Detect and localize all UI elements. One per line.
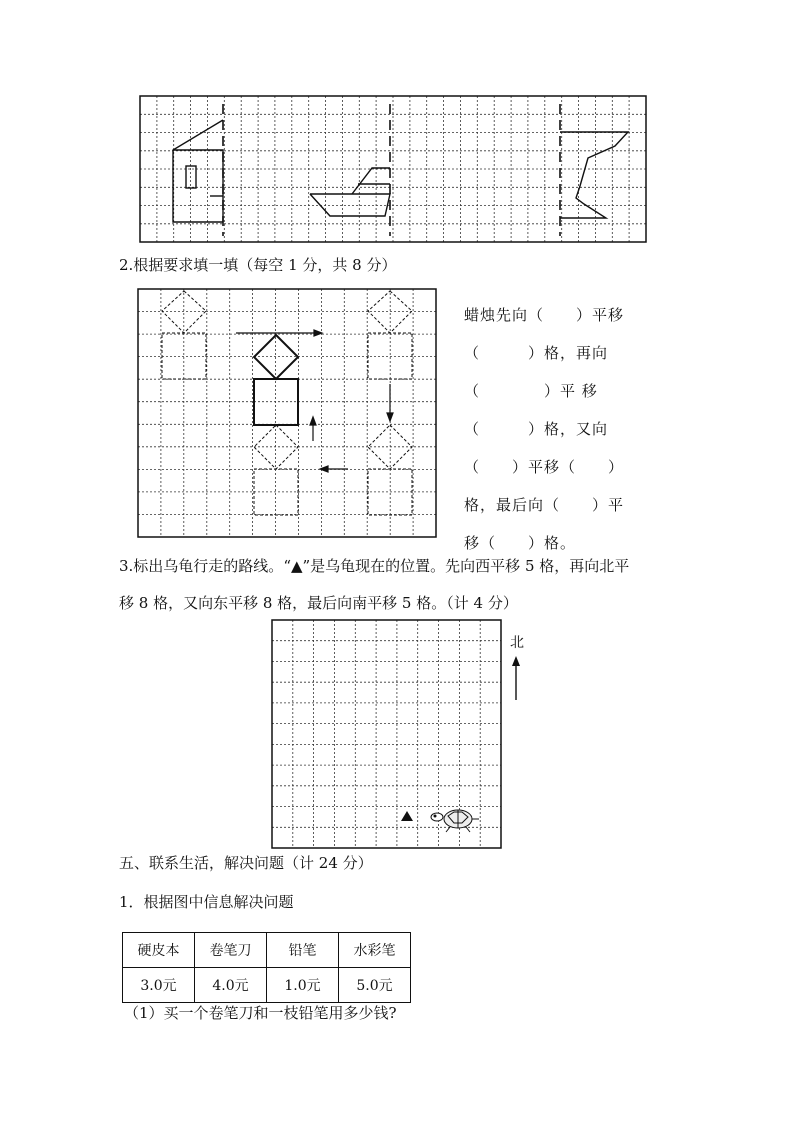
table-cell: 1.0元 [267, 968, 339, 1003]
s5q1-heading: 1．根据图中信息解决问题 [119, 893, 294, 911]
q2-side-text [464, 305, 644, 552]
side-line: 蜡烛先向（ ）平移 [464, 306, 625, 324]
translation-grid-figure [138, 289, 436, 537]
section5-title: 五、联系生活，解决问题（计 24 分） [119, 854, 373, 872]
side-line: 移（ ）格。 [464, 534, 577, 552]
side-line: （ ）平移（ ） [464, 458, 625, 476]
table-cell: 水彩笔 [339, 933, 411, 968]
turtle-position-marker [401, 811, 413, 821]
table-cell: 卷笔刀 [195, 933, 267, 968]
q3-line1: 3.标出乌龟行走的路线。“▲”是乌龟现在的位置。先向西平移 5 格，再向北平 [119, 557, 630, 575]
turtle-grid-figure [272, 620, 501, 848]
side-line: （ ）平 移 [464, 382, 598, 400]
boat-half-shape [310, 194, 390, 216]
side-line: 格，最后向（ ）平 [464, 496, 625, 514]
table-row [123, 968, 411, 1003]
house-half-shape [173, 120, 223, 222]
table-cell: 5.0元 [339, 968, 411, 1003]
price-table [122, 932, 411, 1003]
table-cell: 硬皮本 [123, 933, 195, 968]
s5q1-sub1: （1）买一个卷笔刀和一枝铅笔用多少钱? [124, 1004, 397, 1022]
house-window [186, 166, 196, 188]
table-cell: 铅笔 [267, 933, 339, 968]
side-line: （ ）格，又向 [464, 420, 609, 438]
table-cell: 4.0元 [195, 968, 267, 1003]
north-arrow-icon [510, 656, 522, 700]
symmetry-grid-figure [140, 96, 646, 242]
table-cell: 3.0元 [123, 968, 195, 1003]
q3-line2: 移 8 格，又向东平移 8 格，最后向南平移 5 格。（计 4 分） [119, 594, 518, 612]
side-line: （ ）格，再向 [464, 344, 609, 362]
north-label: 北 [510, 635, 524, 651]
table-row [123, 933, 411, 968]
q2-heading: 2.根据要求填一填（每空 1 分，共 8 分） [119, 256, 397, 274]
